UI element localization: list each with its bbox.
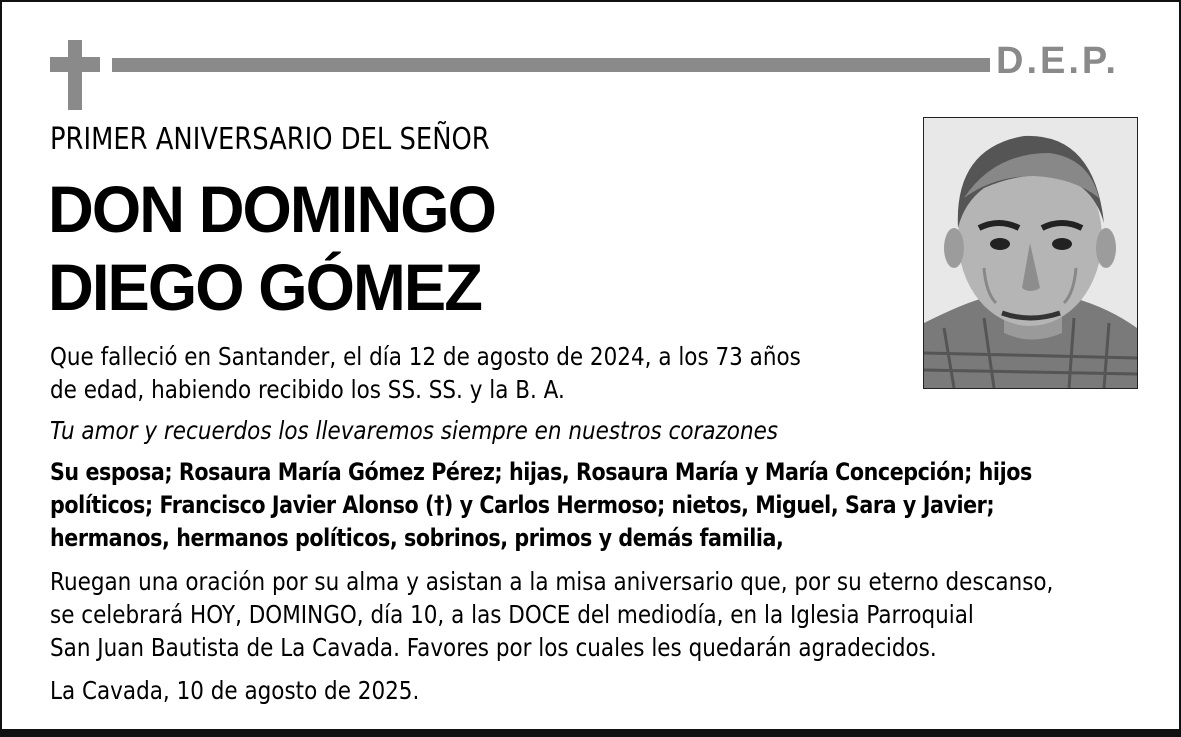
- deceased-name-line2: DIEGO GÓMEZ: [48, 250, 481, 324]
- request-line2: se celebrará HOY, DOMINGO, día 10, a las DOCE del mediodía, en la Iglesia Parroquial: [50, 600, 974, 629]
- portrait-image: [924, 118, 1137, 388]
- deceased-name-line1: DON DOMINGO: [48, 172, 496, 246]
- header-rule: [112, 58, 990, 72]
- request-line1: Ruegan una oración por su alma y asistan a la misa aniversario que, por su eterno descanso,: [50, 567, 1054, 596]
- family-line1: Su esposa; Rosaura María Gómez Pérez; hijas, Rosaura María y María Concepción; hijos: [50, 458, 1032, 486]
- family-line3: hermanos, hermanos políticos, sobrinos, primos y demás familia,: [50, 524, 784, 552]
- memorial-quote: Tu amor y recuerdos los llevaremos siempre en nuestros corazones: [50, 416, 779, 445]
- cross-icon-bar: [50, 57, 100, 72]
- portrait-photo: [923, 117, 1138, 389]
- death-notice-line2: de edad, habiendo recibido los SS. SS. y la B. A.: [50, 375, 565, 404]
- family-line2: políticos; Francisco Javier Alonso (†) y Carlos Hermoso; nietos, Miguel, Sara y Javier;: [50, 491, 995, 519]
- cross-icon: [68, 40, 82, 110]
- dep-label: D.E.P.: [996, 40, 1119, 82]
- place-date: La Cavada, 10 de agosto de 2025.: [50, 676, 420, 705]
- request-line3: San Juan Bautista de La Cavada. Favores por los cuales les quedarán agradecidos.: [50, 633, 937, 662]
- subtitle: PRIMER ANIVERSARIO DEL SEÑOR: [50, 122, 490, 157]
- death-notice-line1: Que falleció en Santander, el día 12 de agosto de 2024, a los 73 años: [50, 342, 801, 371]
